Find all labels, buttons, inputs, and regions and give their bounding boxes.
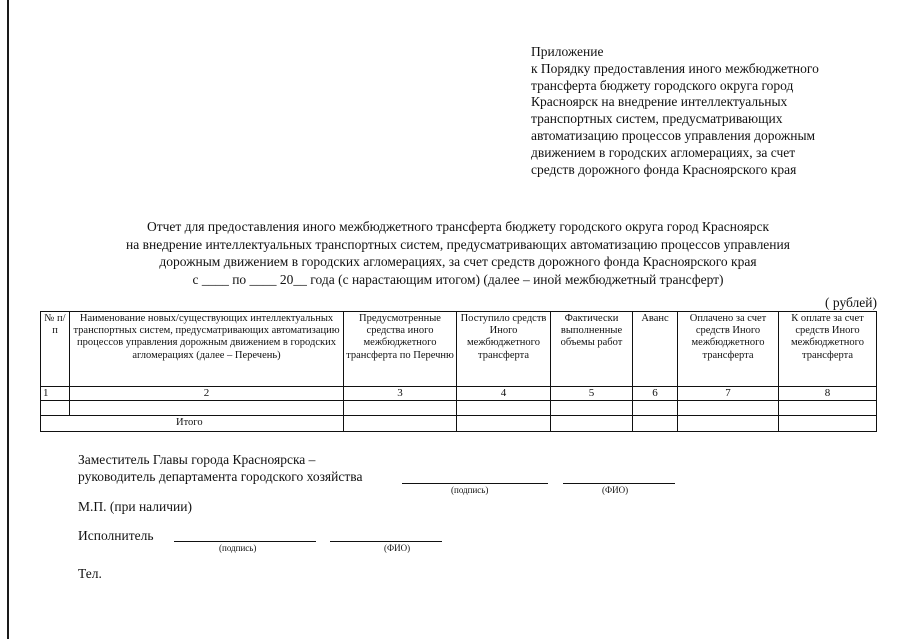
appendix-line: автоматизацию процессов управления дорожным (531, 127, 816, 143)
deputy-position: руководитель департамента городского хозяйства (78, 469, 363, 484)
column-number-cell: 1 (41, 387, 70, 401)
currency-units: ( рублей) (825, 295, 877, 310)
page-edge-line (7, 0, 9, 639)
table-cell (344, 401, 457, 416)
table-cell (457, 401, 551, 416)
header-cell: К оплате за счет средств Иного межбюджетного трансферта (779, 312, 877, 387)
total-label: Итого (41, 416, 344, 432)
appendix-line: движением в городских агломерациях, за счет (531, 144, 796, 160)
column-number-cell: 6 (633, 387, 678, 401)
table-cell (551, 401, 633, 416)
report-title-line: на внедрение интеллектуальных транспортных систем, предусматривающих автоматизацию процессов управления (126, 236, 790, 252)
appendix-line: к Порядку предоставления иного межбюджетного (531, 60, 819, 76)
executor-fio-line[interactable] (330, 541, 442, 542)
column-number-row (41, 387, 877, 401)
executor-label: Исполнитель (78, 528, 154, 543)
table-cell (633, 401, 678, 416)
executor-signature-caption: (подпись) (219, 543, 257, 553)
executor-signature-line[interactable] (174, 541, 316, 542)
table-row (41, 401, 877, 416)
table-header-row (41, 312, 877, 387)
table-cell (678, 416, 779, 432)
column-number-cell: 7 (678, 387, 779, 401)
header-cell: Фактически выполненные объемы работ (551, 312, 633, 387)
header-cell: Аванс (633, 312, 678, 387)
column-number-cell: 8 (779, 387, 877, 401)
report-title-line: дорожным движением в городских агломерациях, за счет средств дорожного фонда Красноярского края (159, 254, 757, 269)
header-cell: Поступило средств Иного межбюджетного трансферта (457, 312, 551, 387)
table-cell (344, 416, 457, 432)
appendix-line: транспортных систем, предусматривающих (531, 111, 783, 127)
report-table (40, 311, 877, 432)
table-cell (41, 401, 70, 416)
header-cell: Наименование новых/существующих интеллектуальных транспортных систем, предусматривающих автоматизацию процессов управления дорожным движением в городских агломерациях (далее – Перечень) (70, 312, 344, 387)
appendix-note (531, 44, 876, 178)
column-number-cell: 4 (457, 387, 551, 401)
deputy-fio-line[interactable] (563, 483, 675, 484)
column-number-cell: 5 (551, 387, 633, 401)
executor-fio-caption: (ФИО) (384, 543, 411, 553)
deputy-signature-caption: (подпись) (451, 485, 489, 495)
table-cell (633, 416, 678, 432)
report-period-line: с ____ по ____ 20__ года (с нарастающим итогом) (далее – иной межбюджетный трансферт) (192, 271, 724, 287)
deputy-title: Заместитель Главы города Красноярска – (78, 452, 316, 467)
table-cell (678, 401, 779, 416)
seal-note: М.П. (при наличии) (78, 499, 192, 514)
total-row (41, 416, 877, 432)
appendix-line: Красноярск на внедрение интеллектуальных (531, 94, 788, 110)
table-cell (551, 416, 633, 432)
header-cell: Оплачено за счет средств Иного межбюджетного трансферта (678, 312, 779, 387)
report-title (40, 218, 876, 288)
column-number-cell: 2 (70, 387, 344, 401)
appendix-line: Приложение (531, 44, 604, 59)
table-cell (70, 401, 344, 416)
phone-label: Тел. (78, 566, 102, 581)
table-cell (457, 416, 551, 432)
table-cell (779, 416, 877, 432)
report-title-line: Отчет для предоставления иного межбюджетного трансферта бюджету городского округа город Красноярск (146, 219, 770, 234)
appendix-line: трансферта бюджету городского округа город (531, 77, 794, 93)
deputy-signature-line[interactable] (402, 483, 548, 484)
header-cell: Предусмотренные средства иного межбюджетного трансферта по Перечню (344, 312, 457, 387)
column-number-cell: 3 (344, 387, 457, 401)
appendix-line: средств дорожного фонда Красноярского края (531, 161, 797, 177)
deputy-fio-caption: (ФИО) (602, 485, 629, 495)
table-cell (779, 401, 877, 416)
header-cell: № п/п (41, 312, 70, 387)
